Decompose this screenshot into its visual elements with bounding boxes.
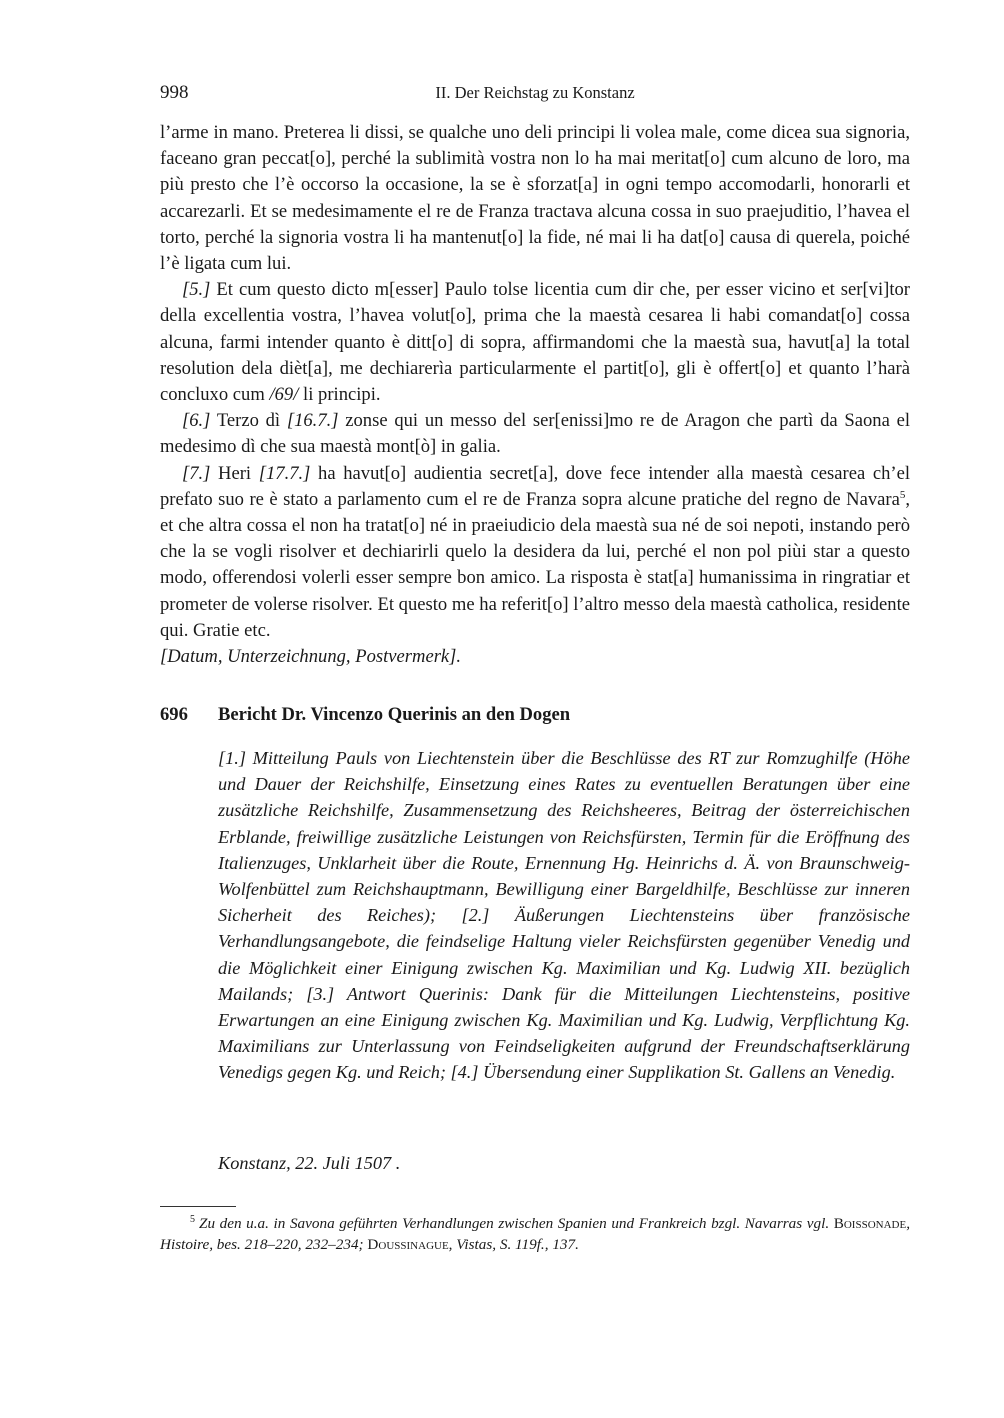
footnote-reference[interactable]: 5: [899, 488, 906, 501]
editorial-note: [Datum, Unterzeichnung, Postvermerk].: [160, 646, 462, 668]
paragraph-6: [6.] Terzo dì [16.7.] zonse qui un messo del ser[enissi]mo re de Aragon che partì da Saona el medesimo dì che sua maestà mont[ò] in galia.: [160, 410, 910, 458]
document-number: 696: [160, 704, 188, 725]
paragraph-5: [5.] Et cum questo dicto m[esser] Paulo tolse licentia cum dir che, per esser vicino et ser[vi]tor della excellentia vostra, l’havea volut[o], prima che la maestà cesarea li habi comandat[o] cossa alcuna, farmi intender quanto è ditt[o] di sopra, affirmandomi che la maestà sua, havut[a] la total resolution dela dièt[a], me dechiarerìa particularmente el partit[o], gli è offert[o] et quanto l’harà concluxo cum /69/ li principi.: [160, 279, 910, 406]
date-marker: [16.7.]: [286, 410, 339, 432]
document-summary: [218, 745, 910, 1086]
section-number: [7.]: [182, 462, 211, 484]
footnote: $^5$ Zu den u.a. in Savona geführten Verhandlungen zwischen Spanien und Frankreich bzgl. Navarras vgl. Boissonade, Histoire, bes. 218–220, 232–234; Doussinague, Vistas, S. 119f., 137.: [160, 1213, 910, 1253]
paragraph-1: l’arme in mano. Preterea li dissi, se qualche uno deli principi li volea male, come dicea sua signoria, faceano gran peccat[o], perché la sublimità vostra non lo ha mai meritat[o] cum alcuno de loro, ma più presto che l’è occorso la occasione, la se è sforzat[a] in ogni tempo accomodarli, honorarli et accarezarli. Et se medesimamente el re de Franza tractava alcuna cossa in suo praejuditio, l’havea el torto, perché la signoria vostra li ha mantenut[o] la fide, né mai li ha dat[o] causa di querela, poiché l’è ligata cum lui.: [160, 122, 910, 275]
footnote-divider: [160, 1206, 236, 1207]
running-title: II. Der Reichstag zu Konstanz: [435, 83, 635, 102]
body-text: [160, 120, 910, 670]
footnote-mark: 5: [190, 1213, 195, 1225]
author-name: Boissonade: [833, 1215, 907, 1232]
summary-text: [1.] Mitteilung Pauls von Liechtenstein über die Beschlüsse des RT zur Romzughilfe (Höhe und Dauer der Reichshilfe, Einsetzung eines Rates zu eventuellen Beratungen über eine zusätzliche Reichshilfe, Zusammensetzung des Reichsheeres, Beitrag der österreichischen Erblande, freiwillige zusätzliche Leistungen von Reichsfürsten, Termin für die Eröffnung des Italienzuges, Unklarheit über die Route, Ernennung Hg. Heinrichs d. Ä. von Braunschweig-Wolfenbüttel zum Reichshauptmann, Bewilligung einer Bargeldhilfe, Beschlüsse zur inneren Sicherheit des Reiches); [2.] Äußerungen Liechtensteins über französische Verhandlungsangebote, die feindselige Haltung vieler Reichsfürsten gegenüber Venedig und die Möglichkeit einer Einigung zwischen Kg. Maximilian und Kg. Ludwig XII. bezüglich Mailands; [3.] Antwort Querinis: Dank für die Mitteilungen Liechtensteins, positive Erwartungen an eine Einigung zwischen Kg. Maximilian und Kg. Ludwig, Verpflichtung Kg. Maximilians zur Unterlassung von Feindseligkeiten aufgrund der Freundschaftserklärung Venedigs gegen Kg. und Reich; [4.] Übersendung einer Supplikation St. Gallens an Venedig.: [218, 748, 910, 1083]
page-number: 998: [160, 82, 189, 103]
section-number: [5.]: [182, 279, 211, 301]
paragraph-7: [7.] Heri [17.7.] ha havut[o] audientia secret[a], dove fece intender alla maestà cesarea ch’el prefato suo re è stato a parlamento cum el re de Franza sopra alcune pratiche del regno de Navara$^5$, et che altra cossa el non ha tratat[o] né in praeiudicio dela maestà sua né de soi nepoti, instando però che la se vogli risolver et dechiarirli quelo la desidera da lui, perché el non pol piùi star a questo modo, offerendosi volerli esser sempre bon amico. La risposta è stat[a] humanissima in ringratiar et prometer de volerse risolver. Et questo me ha referit[o] l’altro messo dela maestà catholica, residente qui. Gratie etc.: [160, 462, 910, 641]
dateline: Konstanz, 22. Juli 1507 .: [218, 1153, 401, 1173]
folio-marker: /69/: [269, 384, 299, 406]
running-head: [160, 82, 910, 108]
date-marker: [17.7.]: [258, 462, 311, 484]
author-name: Doussinague: [367, 1236, 449, 1253]
document-heading: [160, 704, 910, 726]
document-title: Bericht Dr. Vincenzo Querinis an den Dogen: [218, 704, 571, 725]
section-number: [6.]: [182, 410, 211, 432]
